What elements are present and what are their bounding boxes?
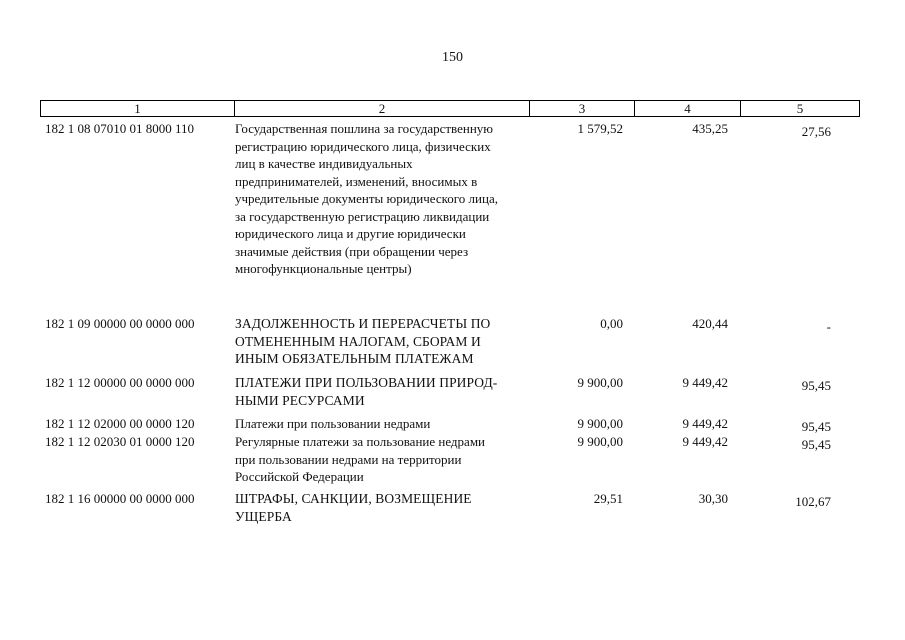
value-col5: 95,45 <box>801 437 831 452</box>
column-header-1: 1 <box>134 101 141 116</box>
value-col3: 0,00 <box>600 316 623 331</box>
value-col5: 95,45 <box>801 378 831 393</box>
value-col4: 30,30 <box>698 491 728 506</box>
description-line: Государственная пошлина за государственную <box>235 121 494 136</box>
column-header-row <box>40 100 860 117</box>
row-description <box>235 120 525 278</box>
description-line: регистрацию юридического лица, физических <box>235 138 491 154</box>
row-description <box>235 415 525 433</box>
page-number: 150 <box>442 50 463 65</box>
value-col3: 9 900,00 <box>577 416 623 431</box>
description-line: Регулярные платежи за пользование недрами <box>235 434 485 449</box>
description-line: УЩЕРБА <box>235 508 292 524</box>
description-line: значимые действия (при обращении через <box>235 243 469 259</box>
description-line: за государственную регистрацию ликвидации <box>235 208 490 224</box>
description-line: ЗАДОЛЖЕННОСТЬ И ПЕРЕРАСЧЕТЫ ПО <box>235 316 491 331</box>
budget-code: 182 1 16 00000 00 0000 000 <box>45 491 195 506</box>
description-line: ПЛАТЕЖИ ПРИ ПОЛЬЗОВАНИИ ПРИРОД- <box>235 375 498 390</box>
description-line: Российской Федерации <box>235 469 364 484</box>
row-description <box>235 433 525 486</box>
column-header-4: 4 <box>634 101 740 116</box>
value-col3: 9 900,00 <box>577 434 623 449</box>
description-line: НЫМИ РЕСУРСАМИ <box>235 392 365 408</box>
budget-code: 182 1 09 00000 00 0000 000 <box>45 316 195 331</box>
value-col5: 27,56 <box>801 124 831 139</box>
value-col4: 9 449,42 <box>682 375 728 390</box>
description-line: лиц в качестве индивидуальных <box>235 156 413 171</box>
budget-code: 182 1 12 00000 00 0000 000 <box>45 375 195 390</box>
budget-code: 182 1 12 02030 01 0000 120 <box>45 434 195 449</box>
row-description <box>235 374 525 409</box>
column-header-3: 3 <box>529 101 634 116</box>
row-description <box>235 315 525 368</box>
value-col4: 9 449,42 <box>682 416 728 431</box>
description-line: ШТРАФЫ, САНКЦИИ, ВОЗМЕЩЕНИЕ <box>235 491 472 506</box>
description-line: ИНЫМ ОБЯЗАТЕЛЬНЫМ ПЛАТЕЖАМ <box>235 351 474 366</box>
budget-code: 182 1 08 07010 01 8000 110 <box>45 121 195 136</box>
value-col5: - <box>826 319 831 334</box>
value-col4: 420,44 <box>692 316 728 331</box>
value-col4: 435,25 <box>692 121 728 136</box>
value-col3: 29,51 <box>593 491 623 506</box>
value-col5: 102,67 <box>795 494 831 509</box>
description-line: предпринимателей, изменений, вносимых в <box>235 173 478 189</box>
description-line: учредительные документы юридического лица, <box>235 191 498 206</box>
description-line: ОТМЕНЕННЫМ НАЛОГАМ, СБОРАМ И <box>235 333 481 349</box>
description-line: Платежи при пользовании недрами <box>235 416 431 431</box>
description-line: юридического лица и другие юридически <box>235 226 466 241</box>
budget-code: 182 1 12 02000 00 0000 120 <box>45 416 195 431</box>
value-col5: 95,45 <box>801 419 831 434</box>
column-header-2: 2 <box>234 101 529 116</box>
row-description <box>235 490 525 525</box>
value-col4: 9 449,42 <box>682 434 728 449</box>
description-line: при пользовании недрами на территории <box>235 451 462 467</box>
column-header-5: 5 <box>740 101 859 116</box>
value-col3: 9 900,00 <box>577 375 623 390</box>
value-col3: 1 579,52 <box>577 121 623 136</box>
description-line: многофункциональные центры) <box>235 261 412 276</box>
